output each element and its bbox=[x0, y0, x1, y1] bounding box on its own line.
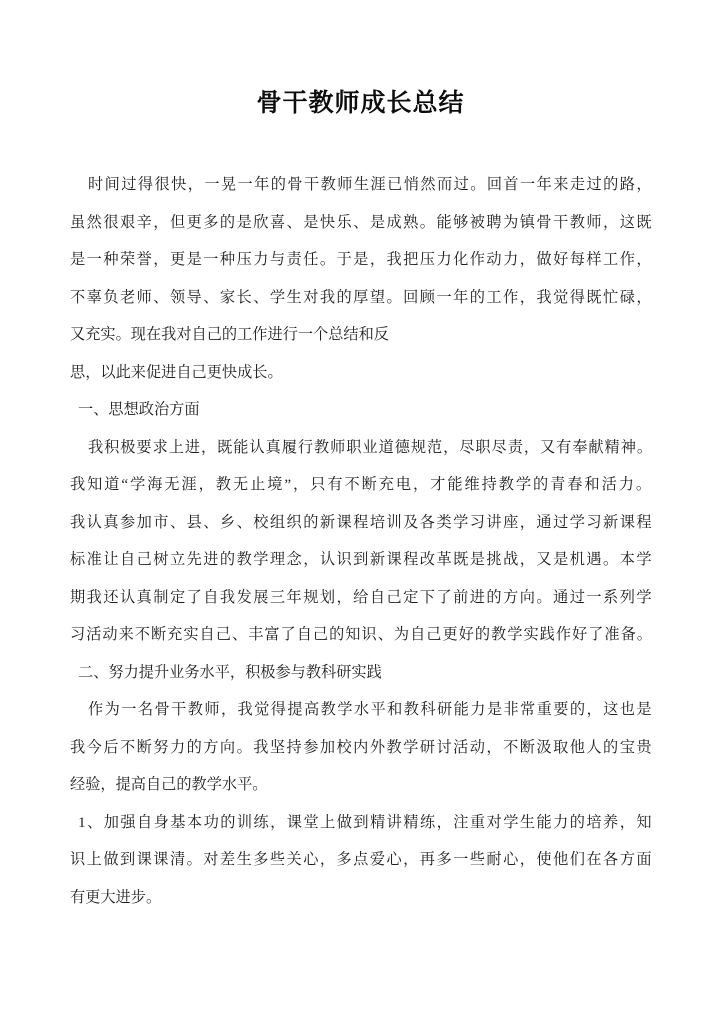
paragraph-line: 时间过得很快，一晃一年的骨干教师生涯已悄然而过。回首一年来走过的路， bbox=[88, 176, 653, 193]
section-heading-1: 一、思想政治方面 bbox=[78, 401, 200, 418]
list-item-line: 1、加强自身基本功的训练，课堂上做到精讲精练，注重对学生能力的培养，知 bbox=[78, 813, 653, 831]
paragraph-line: 是一种荣誉，更是一种压力与责任。于是，我把压力化作动力，做好每样工作， bbox=[70, 251, 654, 268]
paragraph-line: 期我还认真制定了自我发展三年规划，给自己定下了前进的方向。通过一系列学 bbox=[70, 588, 654, 606]
paragraph-line: 有更大进步。 bbox=[70, 888, 162, 906]
paragraph-line: 作为一名骨干教师，我觉得提高教学水平和教科研能力是非常重要的，这也是 bbox=[88, 701, 653, 718]
paragraph-line: 习活动来不断充实自己、丰富了自己的知识、为自己更好的教学实践作好了准备。 bbox=[70, 626, 654, 643]
paragraph-line: 虽然很艰辛，但更多的是欣喜、是快乐、是成熟。能够被聘为镇骨干教师，这既 bbox=[70, 213, 654, 231]
paragraph-line: 思，以此来促进自己更快成长。 bbox=[70, 363, 283, 381]
paragraph-line: 标准让自己树立先进的教学理念，认识到新课程改革既是挑战，又是机遇。本学 bbox=[70, 551, 654, 568]
paragraph-line: 识上做到课课清。对差生多些关心，多点爱心，再多一些耐心，使他们在各方面 bbox=[70, 851, 654, 868]
paragraph-line: 我今后不断努力的方向。我坚持参加校内外教学研讨活动，不断汲取他人的宝贵 bbox=[70, 738, 654, 756]
page-title: 骨干教师成长总结 bbox=[256, 90, 465, 117]
document-body bbox=[70, 166, 653, 916]
paragraph-line: 经验，提高自己的教学水平。 bbox=[70, 776, 268, 793]
paragraph-line: 又充实。现在我对自己的工作进行一个总结和反 bbox=[70, 326, 389, 343]
paragraph-line: 不辜负老师、领导、家长、学生对我的厚望。回顾一年的工作，我觉得既忙碌， bbox=[70, 288, 654, 306]
paragraph-line: 我积极要求上进，既能认真履行教师职业道德规范，尽职尽责，又有奉献精神。 bbox=[88, 438, 653, 456]
paragraph-line: 我知道“学海无涯，教无止境”，只有不断充电，才能维持教学的青春和活力。 bbox=[70, 476, 653, 493]
paragraph-line: 我认真参加市、县、乡、校组织的新课程培训及各类学习讲座，通过学习新课程 bbox=[70, 513, 654, 531]
section-heading-2: 二、努力提升业务水平，积极参与教科研实践 bbox=[78, 663, 382, 681]
